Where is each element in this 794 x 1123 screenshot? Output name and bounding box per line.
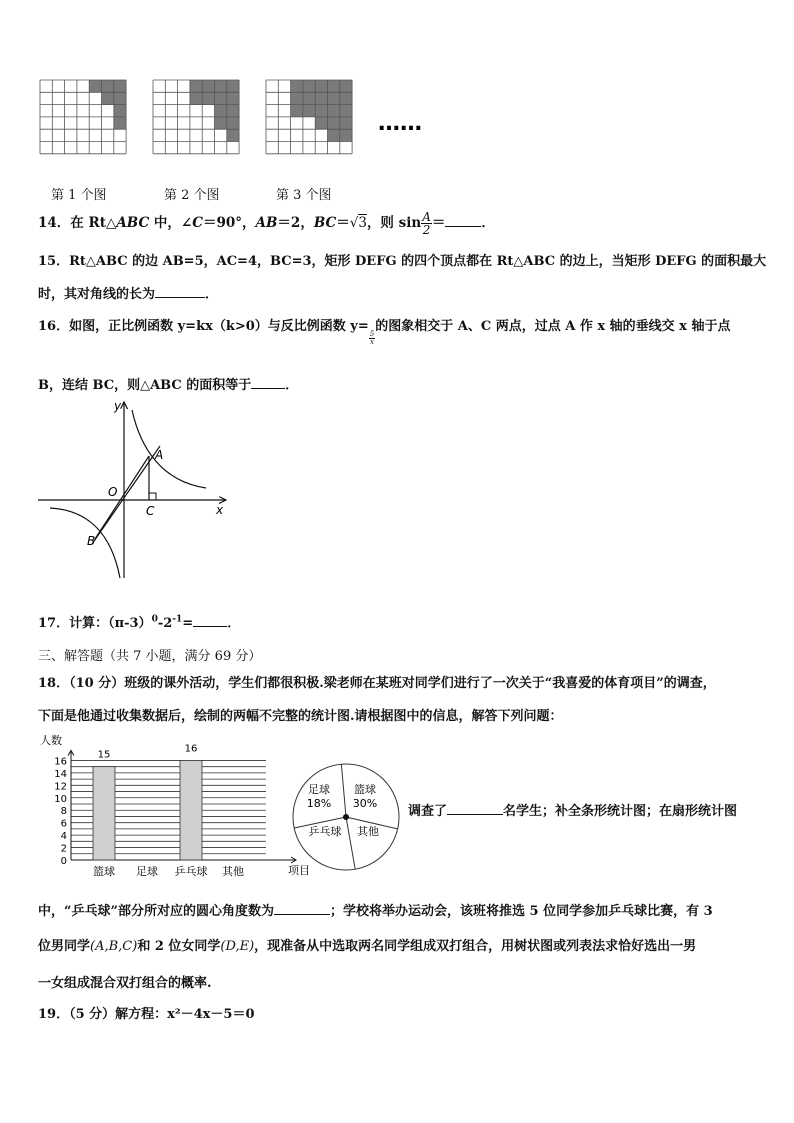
y-tick-label: 6: [60, 818, 67, 830]
y-axis-label: 人数: [40, 734, 62, 747]
shaded-cell: [102, 80, 114, 92]
label-c: C: [146, 504, 155, 518]
answer-blank-16: [251, 375, 285, 389]
y-tick-label: 10: [54, 793, 67, 805]
question-19: 19．（5 分）解方程：x²－4x－5＝0: [38, 1007, 255, 1022]
shaded-cell: [114, 80, 126, 92]
figure-caption-1: 第 1 个图: [51, 188, 107, 203]
question-15-line-1: 15．Rt△ABC 的边 AB=5，AC=4，BC=3，矩形 DEFG 的四个顶点都在 Rt△ABC 的边上，当矩形 DEFG 的面积最大: [38, 254, 767, 269]
shaded-cell: [227, 92, 239, 104]
question-14: 14．在 Rt△ABC 中，∠C＝90°，AB＝2，BC＝√3，则 sin $\frac{A}{2}$ ＝ ．: [38, 210, 495, 237]
question-16-line-1: 16．如图，正比例函数 y=kx（k>0）与反比例函数 y= $\frac{5}{x}$ 的图象相交于 A、C 两点，过点 A 作 x 轴的垂线交 x 轴于点: [38, 319, 731, 346]
grid-figure-3: [266, 80, 352, 154]
shaded-cell: [227, 105, 239, 117]
shaded-cell: [291, 105, 303, 117]
y-tick-label: 14: [54, 768, 67, 780]
shaded-cell: [215, 92, 227, 104]
bar-data-label: 16: [184, 743, 198, 755]
question-18-line-5: 位男同学(A,B,C)和 2 位女同学(D,E)，现准备从中选取两名同学组成双打组合，用树状图或列表法求恰好选出一男: [38, 939, 697, 954]
bar-chart: [38, 732, 310, 880]
question-18-line-6: 一女组成混合双打组合的概率.: [38, 976, 212, 991]
shaded-cell: [315, 80, 327, 92]
fraction-5-over-x: $\frac{5}{x}$: [369, 330, 375, 346]
shaded-cell: [227, 117, 239, 129]
label-a: A: [155, 448, 164, 462]
shaded-cell: [190, 80, 202, 92]
y-tick-label: 12: [54, 781, 67, 793]
y-tick-label: 16: [54, 756, 67, 768]
shaded-cell: [215, 117, 227, 129]
shaded-cell: [340, 80, 352, 92]
label-y: y: [114, 399, 122, 413]
answer-blank-18b: [274, 901, 330, 915]
question-18-line-4: 中，“乒乓球”部分所对应的圆心角度数为 ；学校将举办运动会，该班将推选 5 位同学参加乒乓球比赛，有 3: [38, 900, 713, 919]
figure-caption-3: 第 3 个图: [276, 188, 332, 203]
shaded-cell: [315, 92, 327, 104]
shaded-cell: [215, 80, 227, 92]
grid-figure-2: [153, 80, 239, 154]
shaded-cell: [227, 129, 239, 141]
shaded-cell: [340, 105, 352, 117]
bar-篮球: [93, 767, 115, 860]
question-18-line-2: 下面是他通过收集数据后，绘制的两幅不完整的统计图.请根据图中的信息，解答下列问题：: [38, 709, 563, 724]
y-tick-label: 0: [60, 856, 67, 867]
question-16-line-2: B，连结 BC，则△ABC 的面积等于 ．: [38, 374, 298, 393]
shaded-cell: [114, 105, 126, 117]
category-label: 篮球: [93, 865, 115, 878]
shaded-cell: [303, 80, 315, 92]
bar-data-label: 15: [97, 749, 111, 761]
hyperbola-branch-1: [132, 410, 206, 488]
segment-bc: [95, 456, 149, 539]
figure-caption-2: 第 2 个图: [164, 188, 220, 203]
right-angle-mark: [149, 493, 156, 500]
shaded-cell: [315, 117, 327, 129]
shaded-cell: [340, 92, 352, 104]
label-b: B: [87, 534, 96, 548]
shaded-cell: [190, 92, 202, 104]
shaded-cell: [114, 117, 126, 129]
shaded-cell: [291, 80, 303, 92]
y-tick-label: 8: [60, 806, 67, 818]
pie-label: 乒乓球: [308, 825, 342, 838]
shaded-cell: [202, 92, 214, 104]
y-tick-label: 4: [60, 831, 67, 843]
pie-chart: [289, 760, 409, 880]
shaded-cell: [227, 80, 239, 92]
pattern-figures: [30, 72, 450, 172]
category-label: 乒乓球: [174, 865, 208, 878]
shaded-cell: [328, 92, 340, 104]
grid-figure-1: [40, 80, 126, 154]
label-o: O: [108, 485, 118, 499]
shaded-cell: [102, 92, 114, 104]
answer-blank-17: [193, 613, 227, 627]
category-label: 足球: [136, 865, 158, 878]
y-tick-label: 2: [60, 843, 67, 855]
pie-label: 其他: [357, 825, 379, 838]
shaded-cell: [89, 80, 101, 92]
shaded-cell: [291, 92, 303, 104]
pie-label: 足球: [308, 783, 330, 796]
shaded-cell: [303, 105, 315, 117]
answer-blank-18a: [447, 801, 503, 815]
shaded-cell: [215, 105, 227, 117]
pie-label: 篮球: [354, 783, 376, 796]
ellipsis: ……: [378, 111, 422, 136]
question-18-line-1: 18．（10 分）班级的课外活动，学生们都很积极.梁老师在某班对同学们进行了一次关于“我喜爱的体育项目”的调查，: [38, 676, 716, 691]
pie-center: [343, 814, 349, 820]
shaded-cell: [328, 129, 340, 141]
question-17: 17．计算：$(\pi-3)^0-2^{-1}=$ ．: [38, 614, 241, 631]
sqrt-sign: √: [349, 215, 359, 231]
answer-blank-15: [155, 284, 205, 298]
line-y-kx: [92, 446, 160, 544]
question-15-line-2: 时，其对角线的长为 ．: [38, 283, 218, 302]
label-x: x: [216, 503, 224, 517]
shaded-cell: [114, 92, 126, 104]
category-label: 其他: [222, 865, 244, 878]
shaded-cell: [328, 117, 340, 129]
shaded-cell: [315, 105, 327, 117]
pie-value-label: 30%: [352, 797, 378, 810]
answer-blank-14: [445, 213, 481, 227]
fraction-a-over-2: $\frac{A}{2}$: [422, 210, 431, 237]
shaded-cell: [303, 92, 315, 104]
pie-value-label: 18%: [306, 797, 332, 810]
shaded-cell: [340, 117, 352, 129]
function-graph: [30, 396, 240, 582]
shaded-cell: [202, 80, 214, 92]
section-heading: 三、解答题（共 7 小题，满分 69 分）: [38, 649, 262, 664]
shaded-cell: [340, 129, 352, 141]
x-axis-label: 项目: [288, 864, 310, 877]
question-18-side-text: 调查了 名学生；补全条形统计图；在扇形统计图: [408, 800, 737, 819]
shaded-cell: [328, 80, 340, 92]
shaded-cell: [328, 105, 340, 117]
bar-乒乓球: [180, 760, 202, 860]
